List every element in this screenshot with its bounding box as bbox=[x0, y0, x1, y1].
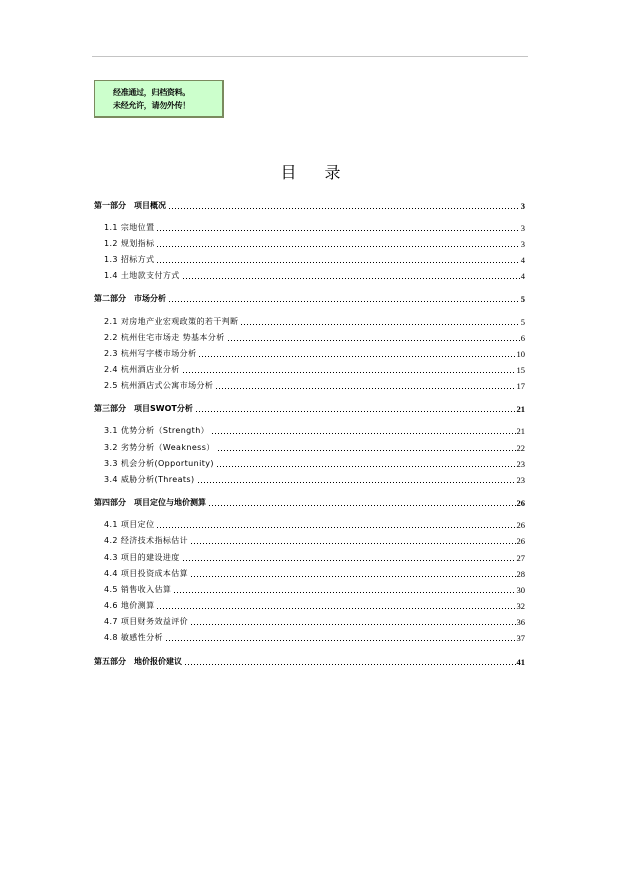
toc-item-2-5[interactable] bbox=[104, 379, 525, 391]
notice-line-1: 经准通过，归档资料。 bbox=[113, 88, 190, 97]
toc-item-2-3[interactable] bbox=[104, 347, 525, 359]
dot-leader bbox=[173, 592, 515, 593]
toc-page-number: 3 bbox=[520, 239, 525, 249]
toc-page-number: 26 bbox=[516, 498, 525, 508]
toc-item-label: 4.6 地价测算 bbox=[104, 601, 155, 610]
toc-page-number: 36 bbox=[516, 617, 525, 627]
dot-leader bbox=[156, 246, 519, 247]
toc-item-2-1[interactable] bbox=[104, 315, 525, 327]
dot-leader bbox=[182, 560, 516, 561]
toc-item-label: 1.2 规划指标 bbox=[104, 239, 155, 248]
toc-item-label: 4.8 敏感性分析 bbox=[104, 633, 163, 642]
toc-item-label: 1.3 招标方式 bbox=[104, 255, 155, 264]
toc-part-label: 第一部分 项目概况 bbox=[94, 201, 166, 210]
notice-line-2: 未经允许，请勿外传！ bbox=[113, 101, 190, 110]
dot-leader bbox=[156, 262, 519, 263]
toc-item-label: 4.7 项目财务效益评价 bbox=[104, 617, 189, 626]
toc-item-label: 3.1 优势分析（Strength） bbox=[104, 426, 210, 435]
dot-leader bbox=[216, 466, 516, 467]
toc-item-label: 3.2 劣势分析（Weakness） bbox=[104, 443, 215, 452]
toc-item-3-1[interactable] bbox=[104, 424, 525, 436]
dot-leader bbox=[168, 301, 520, 302]
toc-item-label: 2.4 杭州酒店业分析 bbox=[104, 365, 180, 374]
toc-part-label: 第五部分 地价报价建议 bbox=[94, 657, 182, 666]
dot-leader bbox=[198, 356, 515, 357]
dot-leader bbox=[217, 450, 516, 451]
toc-page-number: 5 bbox=[520, 294, 525, 304]
dot-leader bbox=[156, 230, 519, 231]
toc-item-1-3[interactable] bbox=[104, 253, 525, 265]
toc-page-number: 4 bbox=[520, 271, 525, 281]
toc-page-number: 21 bbox=[516, 426, 525, 436]
toc-item-4-4[interactable] bbox=[104, 567, 525, 579]
toc-part-5[interactable] bbox=[94, 655, 525, 667]
toc-page-number: 21 bbox=[516, 404, 525, 414]
dot-leader bbox=[168, 208, 520, 209]
toc-page-number: 27 bbox=[516, 553, 525, 563]
toc-page-number: 30 bbox=[516, 585, 525, 595]
toc-item-3-2[interactable] bbox=[104, 441, 525, 453]
toc-page-number: 41 bbox=[516, 657, 525, 667]
toc-page-number: 23 bbox=[516, 459, 525, 469]
toc-item-label: 4.3 项目的建设进度 bbox=[104, 553, 180, 562]
toc-title bbox=[0, 160, 621, 183]
dot-leader bbox=[182, 278, 520, 279]
toc-part-label: 第三部分 项目SWOT分析 bbox=[94, 404, 193, 413]
confidential-notice-box bbox=[94, 80, 224, 118]
toc-item-4-5[interactable] bbox=[104, 583, 525, 595]
toc-page-number: 3 bbox=[520, 201, 525, 211]
toc-item-label: 2.5 杭州酒店式公寓市场分析 bbox=[104, 381, 214, 390]
toc-title-char-2: 录 bbox=[324, 163, 369, 182]
dot-leader bbox=[190, 543, 515, 544]
toc-item-label: 2.3 杭州写字楼市场分析 bbox=[104, 349, 197, 358]
toc-title-char-1: 目 bbox=[280, 163, 325, 182]
toc-item-label: 2.2 杭州住宅市场走 势基本分析 bbox=[104, 333, 225, 342]
toc-item-3-3[interactable] bbox=[104, 457, 525, 469]
toc-page-number: 37 bbox=[516, 633, 525, 643]
toc-page-number: 5 bbox=[520, 317, 525, 327]
toc-page-number: 26 bbox=[516, 536, 525, 546]
toc-item-4-6[interactable] bbox=[104, 599, 525, 611]
toc-page-number: 6 bbox=[520, 333, 525, 343]
toc-page-number: 17 bbox=[516, 381, 525, 391]
dot-leader bbox=[215, 388, 515, 389]
dot-leader bbox=[165, 640, 516, 641]
toc-item-1-2[interactable] bbox=[104, 237, 525, 249]
toc-item-4-8[interactable] bbox=[104, 631, 525, 643]
dot-leader bbox=[211, 433, 515, 434]
dot-leader bbox=[182, 372, 516, 373]
dot-leader bbox=[195, 411, 516, 412]
toc-page-number: 3 bbox=[520, 223, 525, 233]
toc-part-label: 第四部分 项目定位与地价测算 bbox=[94, 498, 206, 507]
toc-page-number: 22 bbox=[516, 443, 525, 453]
toc-part-4[interactable] bbox=[94, 496, 525, 508]
toc-page-number: 28 bbox=[516, 569, 525, 579]
toc-item-label: 3.3 机会分析(Opportunity) bbox=[104, 459, 214, 468]
dot-leader bbox=[190, 624, 515, 625]
toc-item-1-4[interactable] bbox=[104, 269, 525, 281]
toc-part-1[interactable] bbox=[94, 199, 525, 211]
dot-leader bbox=[156, 527, 515, 528]
toc-item-label: 4.2 经济技术指标估计 bbox=[104, 536, 189, 545]
toc-part-3[interactable] bbox=[94, 402, 525, 414]
toc-item-label: 1.1 宗地位置 bbox=[104, 223, 155, 232]
toc-item-1-1[interactable] bbox=[104, 221, 525, 233]
toc-item-label: 4.1 项目定位 bbox=[104, 520, 155, 529]
toc-item-label: 4.5 销售收入估算 bbox=[104, 585, 172, 594]
page-header-rule bbox=[92, 56, 528, 57]
toc-item-label: 1.4 土地款支付方式 bbox=[104, 271, 180, 280]
toc-item-3-4[interactable] bbox=[104, 473, 525, 485]
dot-leader bbox=[227, 340, 520, 341]
toc-page-number: 26 bbox=[516, 520, 525, 530]
toc-item-2-4[interactable] bbox=[104, 363, 525, 375]
toc-item-2-2[interactable] bbox=[104, 331, 525, 343]
dot-leader bbox=[197, 482, 516, 483]
toc-part-2[interactable] bbox=[94, 292, 525, 304]
dot-leader bbox=[184, 664, 516, 665]
toc-page-number: 23 bbox=[516, 475, 525, 485]
toc-item-4-3[interactable] bbox=[104, 551, 525, 563]
toc-item-4-1[interactable] bbox=[104, 518, 525, 530]
toc-page-number: 15 bbox=[516, 365, 525, 375]
toc-item-4-7[interactable] bbox=[104, 615, 525, 627]
toc-part-label: 第二部分 市场分析 bbox=[94, 294, 166, 303]
toc-page-number: 32 bbox=[516, 601, 525, 611]
toc-page-number: 10 bbox=[516, 349, 525, 359]
dot-leader bbox=[190, 576, 515, 577]
dot-leader bbox=[208, 505, 516, 506]
toc-item-label: 3.4 威胁分析(Threats) bbox=[104, 475, 195, 484]
toc-page-number: 4 bbox=[520, 255, 525, 265]
dot-leader bbox=[156, 608, 515, 609]
dot-leader bbox=[240, 324, 519, 325]
toc-item-4-2[interactable] bbox=[104, 534, 525, 546]
toc-item-label: 2.1 对房地产业宏观政策的若干判断 bbox=[104, 317, 239, 326]
toc-item-label: 4.4 项目投资成本估算 bbox=[104, 569, 189, 578]
